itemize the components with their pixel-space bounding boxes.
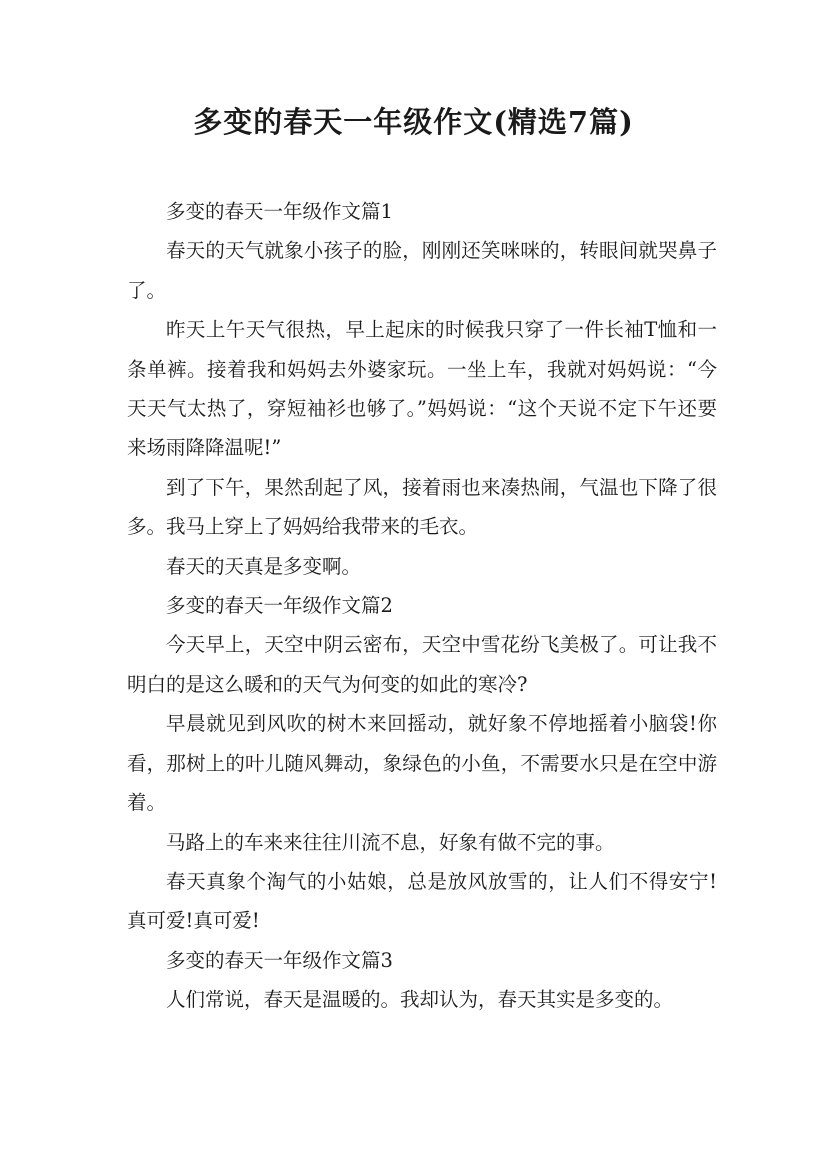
paragraph: 早晨就见到风吹的树木来回摇动，就好象不停地摇着小脑袋!你看，那树上的叶儿随风舞动，象绿色的小鱼，不需要水只是在空中游着。 <box>127 712 717 815</box>
paragraph: 到了下午，果然刮起了风，接着雨也来凑热闹，气温也下降了很多。我马上穿上了妈妈给我带来的毛衣。 <box>127 475 717 539</box>
document-title: 多变的春天一年级作文(精选7篇) <box>193 105 634 139</box>
paragraph: 今天早上，天空中阴云密布，天空中雪花纷飞美极了。可让我不明白的是这么暖和的天气为何变的如此的寒冷? <box>127 633 717 696</box>
paragraph: 昨天上午天气很热，早上起床的时候我只穿了一件长袖T恤和一条单裤。接着我和妈妈去外婆家玩。一坐上车，我就对妈妈说：“今天天气太热了，穿短袖衫也够了。”妈妈说：“这个天说不定下午还要来场雨降降温呢!” <box>127 318 717 460</box>
section-heading-1: 多变的春天一年级作文篇1 <box>166 200 393 223</box>
paragraph: 马路上的车来来往往川流不息，好象有做不完的事。 <box>166 830 615 854</box>
paragraph: 春天真象个淘气的小姑娘，总是放风放雪的，让人们不得安宁!真可爱!真可爱! <box>127 869 717 933</box>
paragraph: 人们常说，春天是温暖的。我却认为，春天其实是多变的。 <box>166 988 674 1012</box>
document-body <box>127 192 717 1020</box>
section-heading-3: 多变的春天一年级作文篇3 <box>166 948 393 972</box>
section-heading-2: 多变的春天一年级作文篇2 <box>166 594 393 618</box>
paragraph: 春天的天气就象小孩子的脸，刚刚还笑咪咪的，转眼间就哭鼻子了。 <box>127 239 717 302</box>
paragraph: 春天的天真是多变啊。 <box>166 554 362 578</box>
